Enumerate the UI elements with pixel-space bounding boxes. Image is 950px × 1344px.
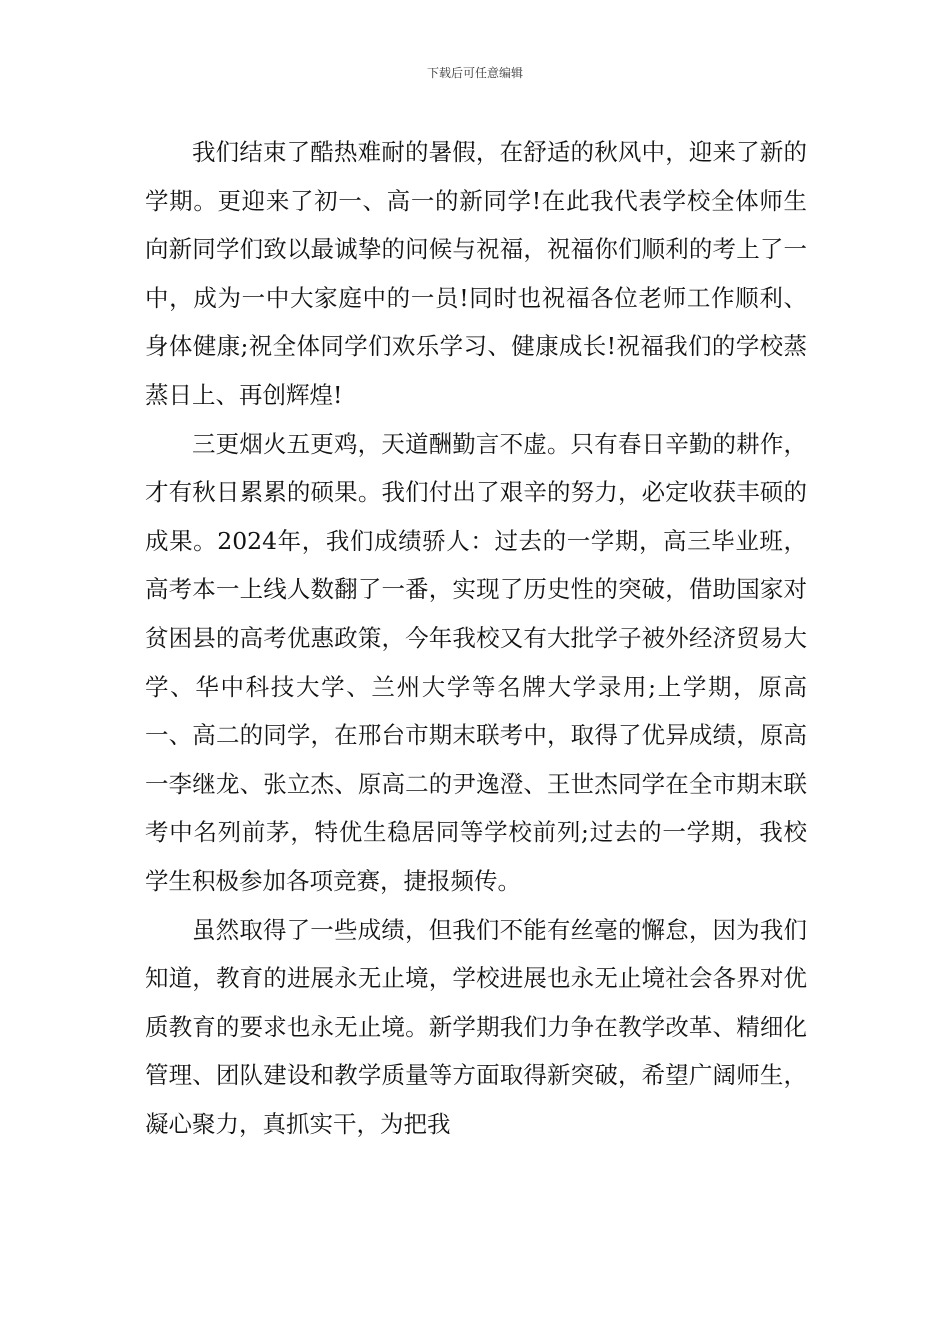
paragraph-new-semester: 虽然取得了一些成绩，但我们不能有丝毫的懈怠，因为我们知道，教育的进展永无止境，学校进展也永无止境社会各界对优质教育的要求也永无止境。新学期我们力争在教学改革、精细化管理、团队建设和教学质量等方面取得新突破，希望广阔师生，凝心聚力，真抓实干，为把我 xyxy=(145,915,807,1138)
page-header: 下载后可任意编辑 xyxy=(426,66,523,80)
document-body xyxy=(145,128,807,1148)
paragraph-welcome: 我们结束了酷热难耐的暑假，在舒适的秋风中，迎来了新的学期。更迎来了初一、高一的新同学!在此我代表学校全体师生向新同学们致以最诚挚的问候与祝福，祝福你们顺利的考上了一中，成为一中大家庭中的一员!同时也祝福各位老师工作顺利、身体健康;祝全体同学们欢乐学习、健康成长!祝福我们的学校蒸蒸日上、再创辉煌! xyxy=(145,138,807,409)
paragraph-achievements: 三更烟火五更鸡，天道酬勤言不虚。只有春日辛勤的耕作，才有秋日累累的硕果。我们付出了艰辛的努力，必定收获丰硕的成果。2024年，我们成绩骄人：过去的一学期，高三毕业班，高考本一上线人数翻了一番，实现了历史性的突破，借助国家对贫困县的高考优惠政策，今年我校又有大批学子被外经济贸易大学、华中科技大学、兰州大学等名牌大学录用;上学期，原高一、高二的同学，在邢台市期末联考中，取得了优异成绩，原高一李继龙、张立杰、原高二的尹逸澄、王世杰同学在全市期末联考中名列前茅，特优生稳居同等学校前列;过去的一学期，我校学生积极参加各项竞赛，捷报频传。 xyxy=(145,429,807,895)
